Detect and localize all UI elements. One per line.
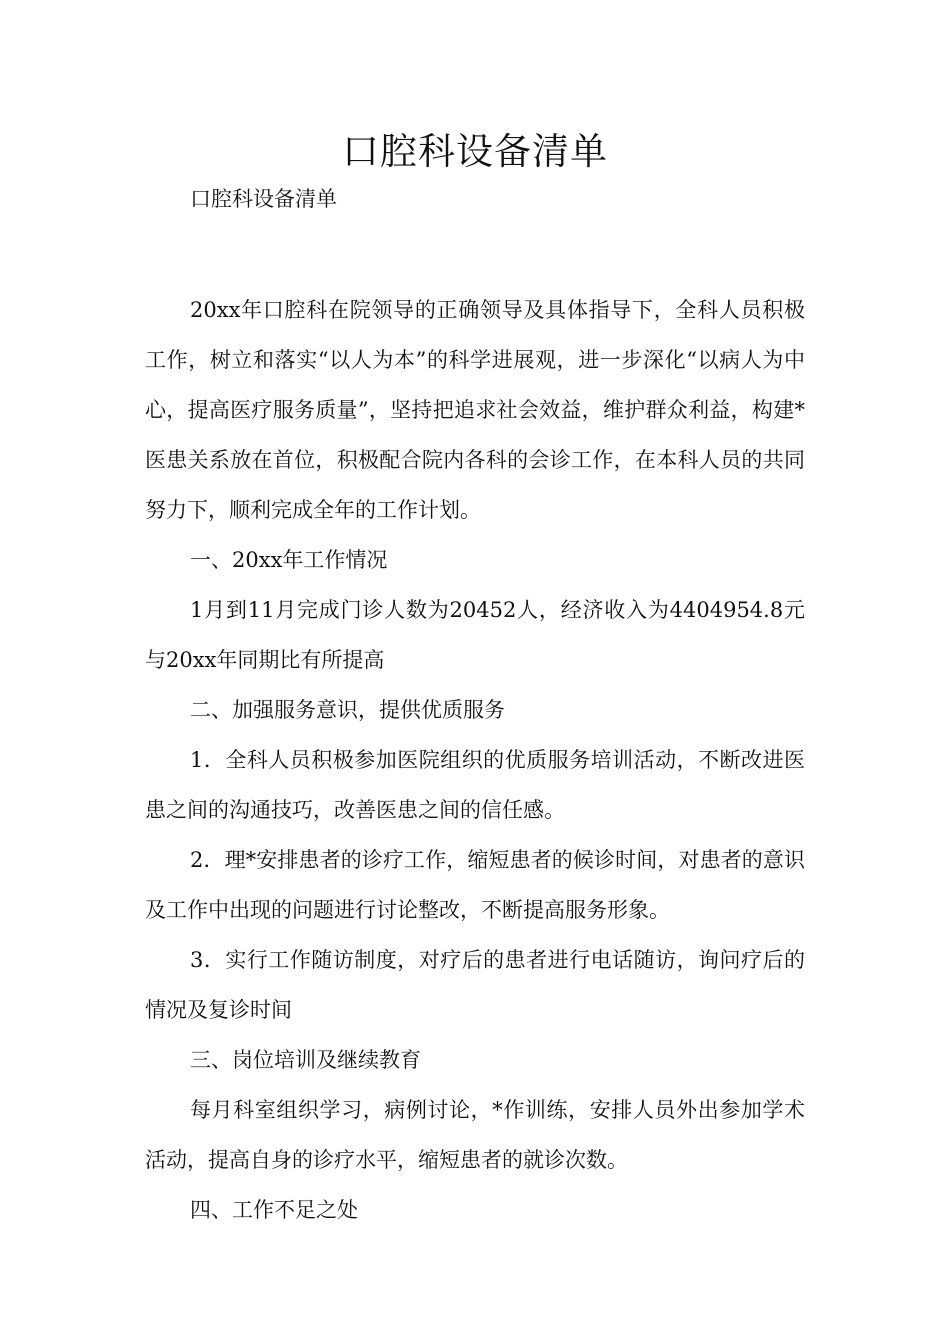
section-heading-4: 四、工作不足之处 (190, 1198, 358, 1222)
section-heading-2: 二、加强服务意识，提供优质服务 (190, 698, 505, 722)
document-title: 口腔科设备清单 (342, 130, 608, 173)
document-subtitle: 口腔科设备清单 (190, 187, 337, 211)
paragraph-work-stats: 1月到11月完成门诊人数为20452人，经济收入为4404954.8元与20xx年同期比有所提高 (145, 598, 805, 672)
list-item-2: 2．理*安排患者的诊疗工作，缩短患者的候诊时间，对患者的意识及工作中出现的问题进行讨论整改，不断提高服务形象。 (145, 848, 805, 922)
list-item-1: 1．全科人员积极参加医院组织的优质服务培训活动，不断改进医患之间的沟通技巧，改善医患之间的信任感。 (145, 748, 805, 822)
document-body (145, 285, 805, 1235)
paragraph-intro: 20xx年口腔科在院领导的正确领导及具体指导下，全科人员积极工作，树立和落实“以人为本”的科学进展观，进一步深化“以病人为中心，提高医疗服务质量”，坚持把追求社会效益，维护群众利益，构建*医患关系放在首位，积极配合院内各科的会诊工作，在本科人员的共同努力下，顺利完成全年的工作计划。 (145, 298, 805, 522)
paragraph-training: 每月科室组织学习，病例讨论，*作训练，安排人员外出参加学术活动，提高自身的诊疗水平，缩短患者的就诊次数。 (145, 1098, 805, 1172)
list-item-3: 3．实行工作随访制度，对疗后的患者进行电话随访，询问疗后的情况及复诊时间 (145, 948, 805, 1022)
section-heading-1: 一、20xx年工作情况 (190, 548, 388, 572)
section-heading-3: 三、岗位培训及继续教育 (190, 1048, 421, 1072)
